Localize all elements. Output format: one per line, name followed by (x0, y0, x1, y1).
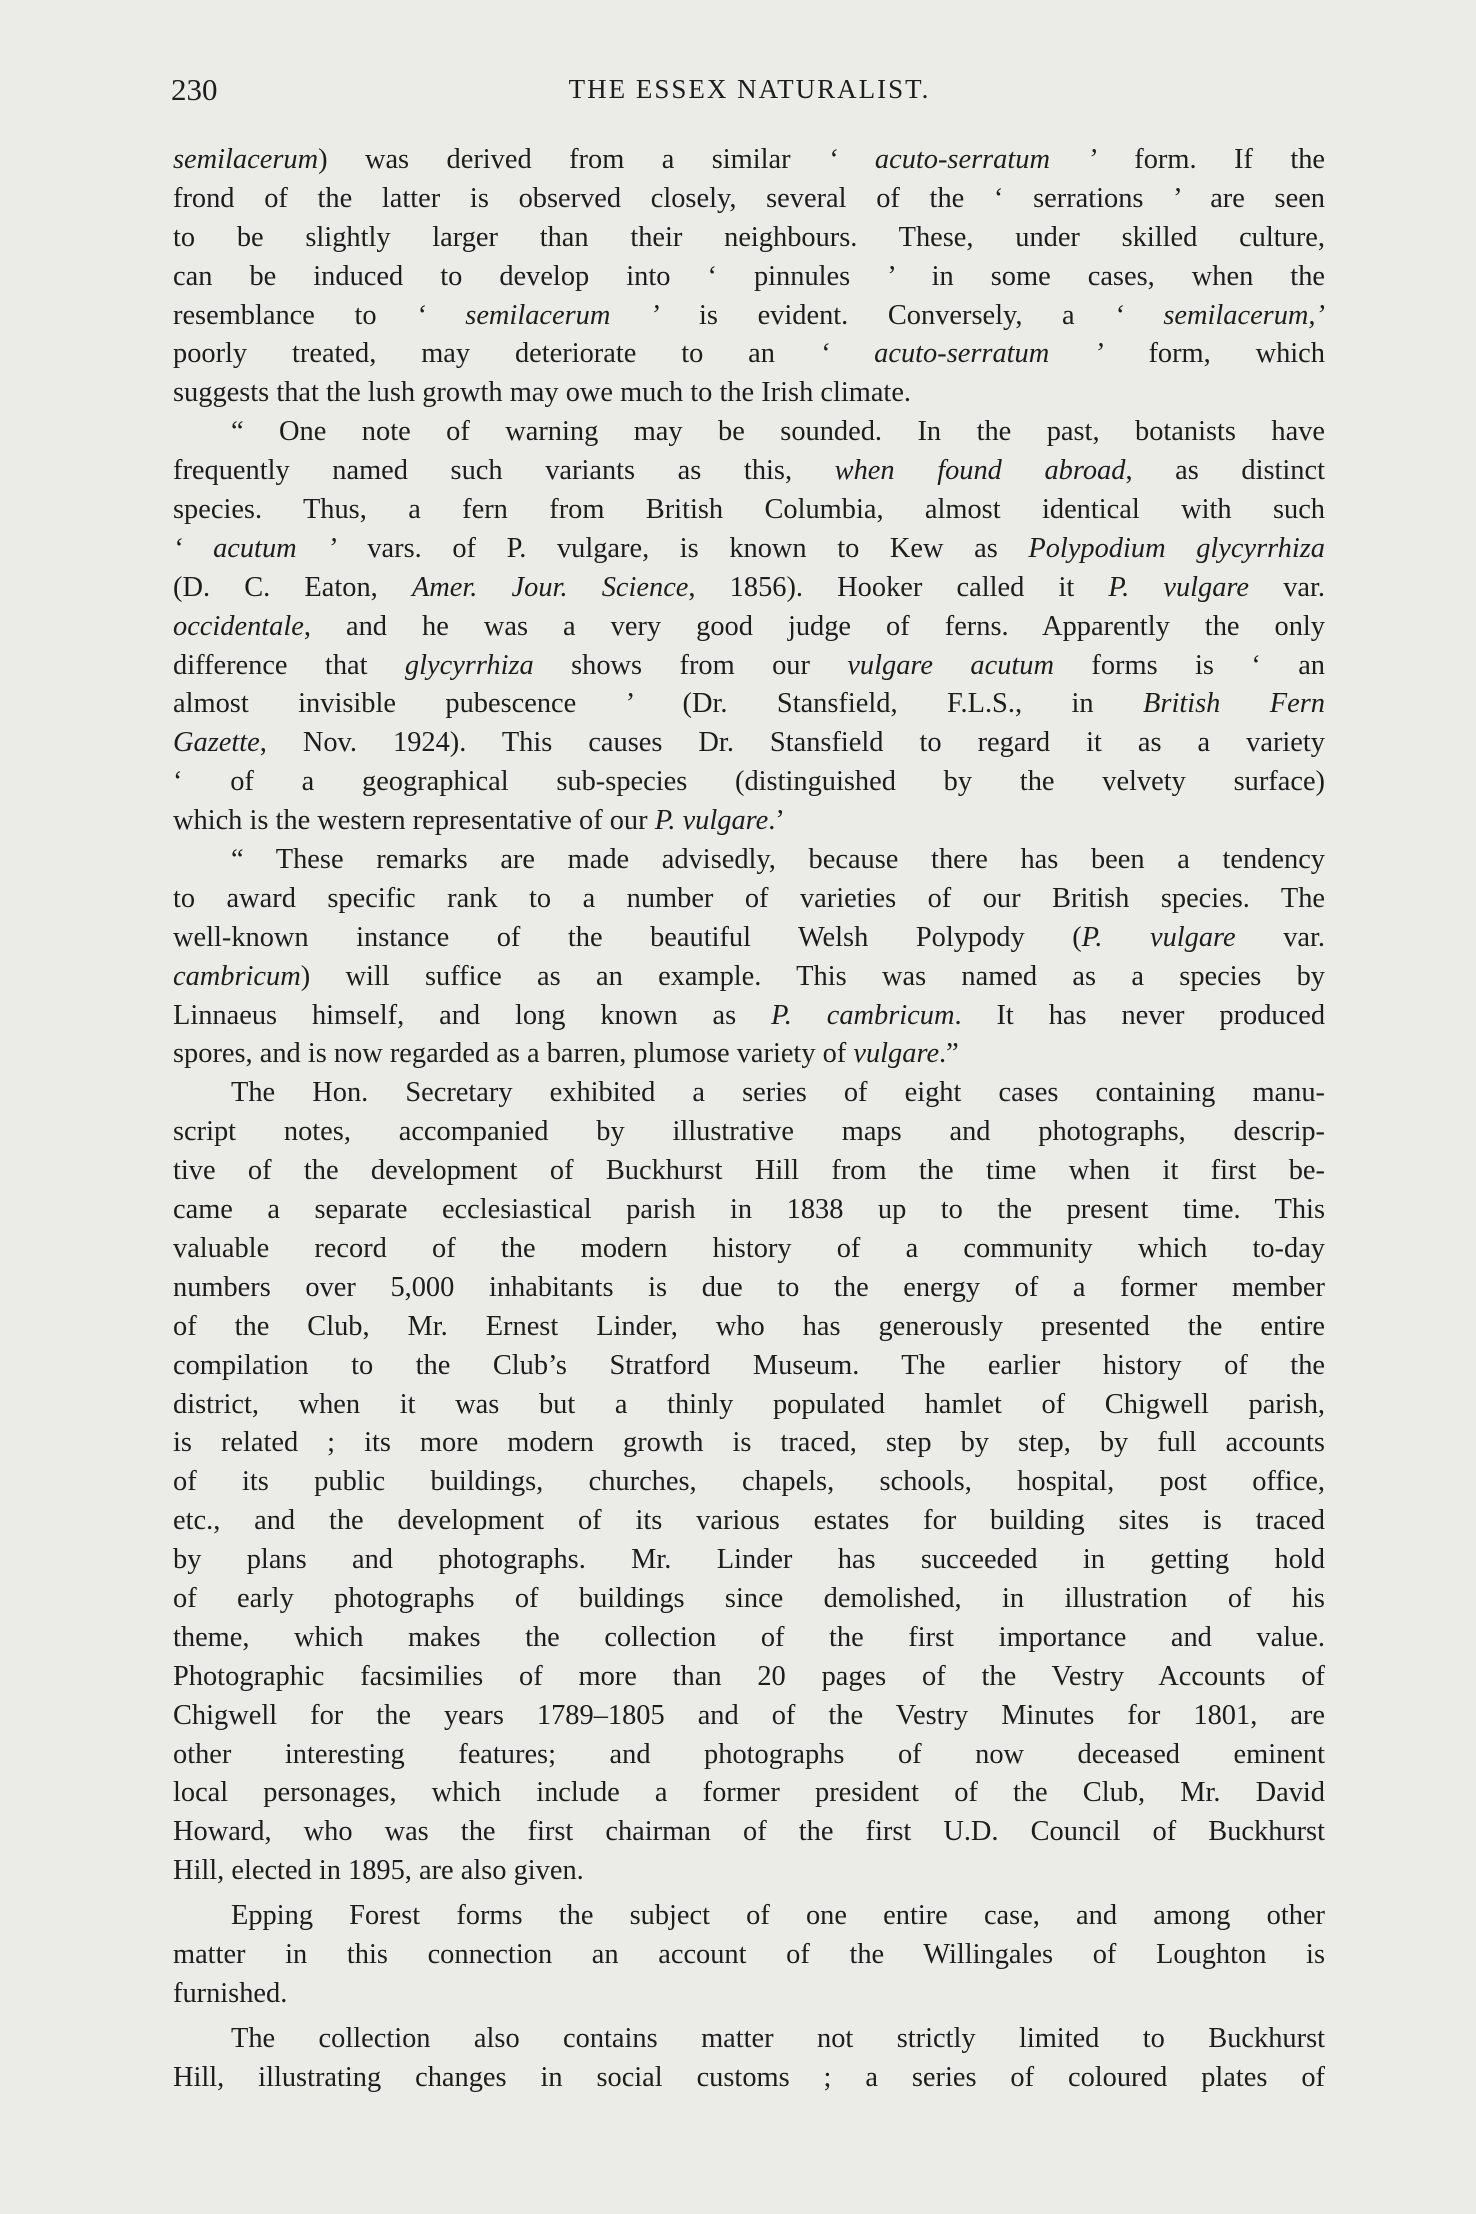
text-segment: , 1856). Hooker called it (688, 571, 1109, 603)
text-line (173, 1580, 1325, 1619)
text-segment: . It has never produced (954, 999, 1326, 1031)
text-line (173, 1697, 1325, 1736)
text-segment: Epping Forest forms the subject of one entire case, and among other (231, 1900, 1325, 1932)
text-segment: matter in this connection an account of the Willingales of Loughton is (173, 1938, 1325, 1970)
text-segment: forms is ‘ an (1053, 649, 1325, 681)
text-segment: etc., and the development of its various estates for building sites is traced (173, 1505, 1325, 1537)
italic-text: Polypodium glycyrrhiza (1028, 532, 1325, 564)
text-segment: “ One note of warning may be sounded. In the past, botanists have (231, 416, 1325, 448)
text-line (173, 1502, 1325, 1541)
text-line (173, 1347, 1325, 1386)
text-segment: by plans and photographs. Mr. Linder has succeeded in getting hold (173, 1544, 1325, 1576)
text-segment: form. If the (1096, 144, 1325, 175)
text-line (173, 958, 1325, 997)
text-line (173, 1897, 1325, 1936)
text-segment: ‘ of a geographical sub-species (distinguished by the velvety surface) (173, 766, 1325, 798)
text-line (173, 919, 1325, 958)
text-line (173, 1541, 1325, 1580)
text-line (173, 491, 1325, 530)
text-line (173, 724, 1325, 763)
text-segment: frond of the latter is observed closely, several of the ‘ serrations ’ are seen (173, 182, 1325, 214)
text-segment: well-known instance of the beautiful Welsh Polypody ( (173, 921, 1082, 953)
text-line (173, 763, 1325, 802)
text-segment: Chigwell for the years 1789–1805 and of the Vestry Minutes for 1801, are (173, 1699, 1325, 1731)
italic-text: ‘ acuto-serratum ’ (828, 144, 1097, 175)
text-line (173, 1424, 1325, 1463)
text-segment: Hill, illustrating changes in social customs ; a series of coloured plates of (173, 2061, 1325, 2093)
text-line (173, 452, 1325, 491)
text-segment: var. (1235, 921, 1325, 953)
text-segment: The collection also contains matter not strictly limited to Buckhurst (231, 2022, 1325, 2054)
italic-text: vulgare acutum (847, 649, 1054, 681)
text-segment: valuable record of the modern history of a community which to-day (173, 1232, 1325, 1264)
text-segment: is related ; its more modern growth is traced, step by step, by full accounts (173, 1427, 1325, 1459)
text-segment: , Nov. 1924). This causes Dr. Stansfield to regard it as a variety (259, 727, 1325, 759)
text-line (173, 802, 1325, 841)
text-segment: Photographic facsimilies of more than 20 pages of the Vestry Accounts of (173, 1660, 1325, 1692)
text-segment: to award specific rank to a number of varieties of our British species. The (173, 882, 1325, 914)
text-line (173, 530, 1325, 569)
text-segment: , and he was a very good judge of ferns. Apparently the only (303, 610, 1325, 642)
text-line (173, 1936, 1325, 1975)
italic-text: semilacerum (173, 144, 319, 175)
text-line (173, 1736, 1325, 1775)
text-segment: shows from our (533, 649, 848, 681)
text-segment: can be induced to develop into ‘ pinnules ’ in some cases, when the (173, 260, 1325, 292)
text-segment: (D. C. Eaton, (173, 571, 412, 603)
text-line (173, 1152, 1325, 1191)
text-segment: species. Thus, a fern from British Columbia, almost identical with such (173, 494, 1325, 526)
text-segment: local personages, which include a former president of the Club, Mr. David (173, 1777, 1325, 1809)
text-line (173, 841, 1325, 880)
text-segment: , as distinct (1125, 455, 1325, 487)
italic-text: Gazette (173, 727, 260, 759)
italic-text: P. vulgare (1081, 921, 1236, 953)
text-segment: .’ (768, 805, 785, 837)
text-line (173, 219, 1325, 258)
italic-text: ‘ acutum ’ (173, 532, 337, 564)
text-segment: of early photographs of buildings since demolished, in illustration of his (173, 1582, 1325, 1614)
text-segment: which is the western representative of our (173, 805, 655, 837)
text-line (173, 297, 1325, 336)
text-line (173, 685, 1325, 724)
text-line (173, 1308, 1325, 1347)
page-number: 230 (171, 72, 218, 107)
text-segment: compilation to the Club’s Stratford Museum. The earlier history of the (173, 1349, 1325, 1381)
text-line (173, 1230, 1325, 1269)
text-line (173, 1975, 1325, 2014)
italic-text: P. cambricum (771, 999, 955, 1031)
text-line (173, 1113, 1325, 1152)
italic-text: occidentale (173, 610, 304, 642)
text-line (173, 1813, 1325, 1852)
text-segment: The Hon. Secretary exhibited a series of eight cases containing manu- (231, 1077, 1325, 1109)
text-segment: numbers over 5,000 inhabitants is due to the energy of a former member (173, 1271, 1325, 1303)
text-segment: ) was derived from a similar (318, 144, 829, 175)
text-segment: theme, which makes the collection of the first importance and value. (173, 1621, 1325, 1653)
text-line (173, 647, 1325, 686)
text-segment: is evident. Conversely, a (659, 299, 1115, 331)
text-line (173, 180, 1325, 219)
italic-text: glycyrrhiza (404, 649, 534, 681)
text-line (173, 2020, 1325, 2059)
text-line (173, 1386, 1325, 1425)
text-segment: of the Club, Mr. Ernest Linder, who has generously presented the entire (173, 1310, 1325, 1342)
italic-text: cambricum (173, 960, 301, 992)
text-segment: came a separate ecclesiastical parish in 1838 up to the present time. This (173, 1194, 1325, 1226)
text-segment: difference that (173, 649, 405, 681)
text-segment: spores, and is now regarded as a barren, plumose variety of (173, 1038, 854, 1070)
text-line (173, 335, 1325, 374)
text-line (173, 1852, 1325, 1891)
text-segment: frequently named such variants as this, (173, 455, 835, 487)
text-line (173, 413, 1325, 452)
text-line (173, 1463, 1325, 1502)
text-line (173, 569, 1325, 608)
italic-text: Amer. Jour. Science (411, 571, 689, 603)
body-text (173, 141, 1325, 2098)
text-segment: resemblance to (173, 299, 417, 331)
text-line (173, 1191, 1325, 1230)
text-segment: var. (1249, 571, 1325, 603)
running-head: THE ESSEX NATURALIST. (568, 74, 931, 104)
text-segment: Howard, who was the first chairman of the first U.D. Council of Buckhurst (173, 1816, 1325, 1848)
text-line (173, 141, 1325, 180)
page-header (171, 72, 1328, 116)
text-segment: tive of the development of Buckhurst Hill from the time when it first be- (173, 1155, 1325, 1187)
italic-text: ‘ semilacerum,’ (1114, 299, 1325, 331)
text-line (173, 880, 1325, 919)
text-segment: Hill, elected in 1895, are also given. (173, 1855, 584, 1887)
text-line (173, 608, 1325, 647)
text-line (173, 374, 1325, 413)
text-line (173, 1774, 1325, 1813)
text-segment: other interesting features; and photographs of now deceased eminent (173, 1738, 1325, 1770)
italic-text: P. vulgare (654, 805, 769, 837)
text-segment: of its public buildings, churches, chapels, schools, hospital, post office, (173, 1466, 1325, 1498)
text-segment: form, which (1103, 338, 1325, 370)
italic-text: vulgare (853, 1038, 940, 1070)
text-segment: “ These remarks are made advisedly, because there has been a tendency (231, 844, 1325, 876)
italic-text: British Fern (1143, 688, 1325, 720)
text-line (173, 1074, 1325, 1113)
text-segment: poorly treated, may deteriorate to an (173, 338, 820, 370)
text-line (173, 2059, 1325, 2098)
italic-text: ‘ acuto-serratum ’ (819, 338, 1104, 370)
text-segment: almost invisible pubescence ’ (Dr. Stansfield, F.L.S., in (173, 688, 1144, 720)
text-segment: vars. of P. vulgare, is known to Kew as (336, 532, 1029, 564)
italic-text: P. vulgare (1108, 571, 1250, 603)
italic-text: when found abroad (834, 455, 1126, 487)
text-segment: .” (939, 1038, 959, 1070)
text-segment: to be slightly larger than their neighbours. These, under skilled culture, (173, 221, 1325, 253)
text-segment: district, when it was but a thinly populated hamlet of Chigwell parish, (173, 1388, 1325, 1420)
text-segment: script notes, accompanied by illustrative maps and photographs, descrip- (173, 1116, 1325, 1148)
text-segment: suggests that the lush growth may owe much to the Irish climate. (173, 377, 912, 409)
text-segment: ) will suffice as an example. This was named as a species by (300, 960, 1325, 992)
text-line (173, 258, 1325, 297)
text-line (173, 1619, 1325, 1658)
italic-text: ‘ semilacerum ’ (416, 299, 660, 331)
text-segment: Linnaeus himself, and long known as (173, 999, 772, 1031)
text-line (173, 1269, 1325, 1308)
text-line (173, 997, 1325, 1036)
text-line (173, 1658, 1325, 1697)
text-line (173, 1035, 1325, 1074)
text-segment: furnished. (173, 1977, 288, 2009)
